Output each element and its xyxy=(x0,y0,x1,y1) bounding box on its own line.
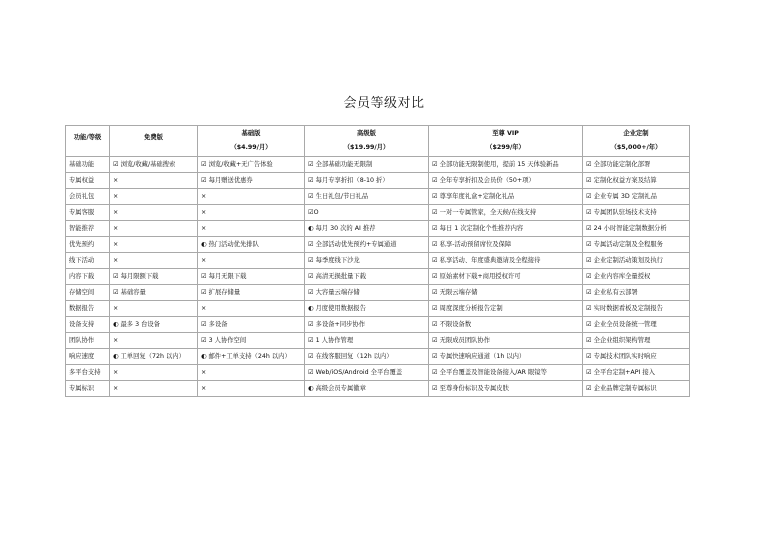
table-cell: ☑ 专属团队驻场技术支持 xyxy=(583,205,690,221)
table-row xyxy=(66,365,690,381)
feature-label-cell: 专属权益 xyxy=(66,173,110,189)
table-cell: × xyxy=(110,365,198,381)
table-cell: × xyxy=(198,205,305,221)
table-row xyxy=(66,301,690,317)
table-cell: ☑ 企业全员设备统一管理 xyxy=(583,317,690,333)
table-row xyxy=(66,189,690,205)
feature-label-cell: 会员礼包 xyxy=(66,189,110,205)
column-header-name: 企业定制 xyxy=(623,130,649,138)
feature-label-cell: 内容下载 xyxy=(66,269,110,285)
table-cell: × xyxy=(198,221,305,237)
table-cell: ☑ 每月限额下载 xyxy=(110,269,198,285)
membership-comparison-table xyxy=(65,125,690,397)
table-cell: ◐ 月度使用数据报告 xyxy=(305,301,429,317)
document-title: 会员等级对比 xyxy=(343,96,425,111)
table-cell: × xyxy=(110,381,198,397)
header-row xyxy=(66,126,690,157)
table-row xyxy=(66,237,690,253)
feature-label-cell: 基础功能 xyxy=(66,157,110,173)
column-header xyxy=(66,126,110,157)
table-cell: ☑ 全平台定制+API 接入 xyxy=(583,365,690,381)
feature-label-cell: 存储空间 xyxy=(66,285,110,301)
table-cell: × xyxy=(110,301,198,317)
table-cell: × xyxy=(198,301,305,317)
table-cell: ☑ 一对一专属管家，全天候/在线支持 xyxy=(429,205,583,221)
table-cell: ☑ 全部活动优先预约+专属通道 xyxy=(305,237,429,253)
table-cell: ☑O xyxy=(305,205,429,221)
table-row xyxy=(66,285,690,301)
table-cell: ☑ 全平台覆盖及智能设备接入/AR 眼镜等 xyxy=(429,365,583,381)
table-cell: ☑ 至尊身份标识及专属皮肤 xyxy=(429,381,583,397)
table-cell: ☑ 企业品牌定制专属标识 xyxy=(583,381,690,397)
table-cell: ☑ 高清无损批量下载 xyxy=(305,269,429,285)
table-cell: ☑ 大容量云端存储 xyxy=(305,285,429,301)
table-cell: ☑ 每日 1 次定制化个性推荐内容 xyxy=(429,221,583,237)
feature-label-cell: 线下活动 xyxy=(66,253,110,269)
table-cell: ☑ 浏览/收藏/基础搜索 xyxy=(110,157,198,173)
table-cell: × xyxy=(110,189,198,205)
table-cell: ☑ 3 人协作空间 xyxy=(198,333,305,349)
table-cell: ☑ 企业定制活动策划及执行 xyxy=(583,253,690,269)
feature-label-cell: 专属客服 xyxy=(66,205,110,221)
table-cell: × xyxy=(110,237,198,253)
table-row xyxy=(66,173,690,189)
table-cell: ☑ 每季度线下沙龙 xyxy=(305,253,429,269)
feature-label-cell: 专属标识 xyxy=(66,381,110,397)
table-cell: ☑ 全企业组织架构管理 xyxy=(583,333,690,349)
table-row xyxy=(66,333,690,349)
table-cell: ◐ 工单回复（72h 以内） xyxy=(110,349,198,365)
table-cell: ☑ 定制化权益方案及结算 xyxy=(583,173,690,189)
table-cell: ☑ 全部基础功能无限制 xyxy=(305,157,429,173)
table-cell: ☑ 每月赠送优惠券 xyxy=(198,173,305,189)
column-header-price: （$299/年） xyxy=(486,144,525,151)
table-cell: ☑ 尊享年度礼盒+定制化礼品 xyxy=(429,189,583,205)
column-header-price: （$19.99/月） xyxy=(343,144,390,151)
table-cell: × xyxy=(110,205,198,221)
table-cell: ☑ 多设备 xyxy=(198,317,305,333)
feature-label-cell: 数据报告 xyxy=(66,301,110,317)
table-cell: × xyxy=(198,189,305,205)
column-header xyxy=(110,126,198,157)
table-cell: ☑ 全部功能无限制使用，提前 15 天体验新品 xyxy=(429,157,583,173)
table-header xyxy=(66,126,690,157)
table-row xyxy=(66,317,690,333)
column-header-price: （$5,000+/年） xyxy=(610,144,662,151)
table-row xyxy=(66,221,690,237)
column-header xyxy=(583,126,690,157)
table-cell: ◐ 热门活动优先排队 xyxy=(198,237,305,253)
table-row xyxy=(66,253,690,269)
table-cell: ☑ 实时数据看板及定制报告 xyxy=(583,301,690,317)
table-cell: ☑ 专属快速响应通道（1h 以内） xyxy=(429,349,583,365)
table-row xyxy=(66,205,690,221)
table-cell: ☑ 无限云端存储 xyxy=(429,285,583,301)
table-cell: ☑ 周度深度分析报告定制 xyxy=(429,301,583,317)
table-cell: ☑ 专属活动定制及全程服务 xyxy=(583,237,690,253)
table-cell: × xyxy=(110,221,198,237)
table-cell: ☑ 全年专享折扣及会员价（50+项） xyxy=(429,173,583,189)
column-header xyxy=(305,126,429,157)
table-cell: ☑ 专属技术团队实时响应 xyxy=(583,349,690,365)
table-cell: ☑ 浏览/收藏+无广告体验 xyxy=(198,157,305,173)
table-cell: × xyxy=(110,333,198,349)
table-cell: × xyxy=(198,381,305,397)
table-cell: ☑ 原始素材下载+商用授权许可 xyxy=(429,269,583,285)
table-cell: ☑ 私享活动、年度盛典邀请及全程接待 xyxy=(429,253,583,269)
table-cell: ☑ 不限设备数 xyxy=(429,317,583,333)
table-row xyxy=(66,381,690,397)
column-header-price: （$4.99/月） xyxy=(230,144,272,151)
table-cell: ☑ 多设备+同步协作 xyxy=(305,317,429,333)
table-cell: × xyxy=(110,253,198,269)
table-cell: ☑ 在线客服回复（12h 以内） xyxy=(305,349,429,365)
table-cell: ☑ 企业专属 3D 定制礼品 xyxy=(583,189,690,205)
table-cell: ◐ 最多 3 台设备 xyxy=(110,317,198,333)
table-row xyxy=(66,269,690,285)
column-header-name: 至尊 VIP xyxy=(492,130,519,138)
table-cell: ☑ 私享-活动预留席位及保障 xyxy=(429,237,583,253)
feature-label-cell: 设备支持 xyxy=(66,317,110,333)
table-cell: ◐ 高级会员专属徽章 xyxy=(305,381,429,397)
table-cell: ☑ 1 人协作管理 xyxy=(305,333,429,349)
table-cell: ☑ 24 小时智能定制数据分析 xyxy=(583,221,690,237)
column-header-name: 功能/等级 xyxy=(73,134,102,142)
table-body xyxy=(66,157,690,397)
table-cell: ◐ 邮件+工单支持（24h 以内） xyxy=(198,349,305,365)
column-header xyxy=(429,126,583,157)
table-cell: ☑ 生日礼包/节日礼品 xyxy=(305,189,429,205)
column-header-name: 高级版 xyxy=(357,130,376,138)
feature-label-cell: 智能推荐 xyxy=(66,221,110,237)
table-row xyxy=(66,349,690,365)
feature-label-cell: 团队协作 xyxy=(66,333,110,349)
table-cell: ☑ 企业私有云部署 xyxy=(583,285,690,301)
table-cell: ☑ 企业内容库全量授权 xyxy=(583,269,690,285)
table-cell: ☑ 每月无限下载 xyxy=(198,269,305,285)
column-header-name: 基础版 xyxy=(241,130,261,138)
feature-label-cell: 多平台支持 xyxy=(66,365,110,381)
table-cell: ☑ 基础容量 xyxy=(110,285,198,301)
table-cell: ☑ 全部功能定制化部署 xyxy=(583,157,690,173)
column-header xyxy=(198,126,305,157)
column-header-name: 免费版 xyxy=(144,134,163,142)
table-cell: ☑ 每月专享折扣（8-10 折） xyxy=(305,173,429,189)
table-cell: × xyxy=(110,173,198,189)
feature-label-cell: 响应速度 xyxy=(66,349,110,365)
table-cell: ☑ 无限成员团队协作 xyxy=(429,333,583,349)
table-cell: ◐ 每月 30 次的 AI 推荐 xyxy=(305,221,429,237)
table-cell: × xyxy=(198,253,305,269)
table-row xyxy=(66,157,690,173)
table-cell: × xyxy=(198,365,305,381)
feature-label-cell: 优先预约 xyxy=(66,237,110,253)
table-cell: ☑ Web/iOS/Android 全平台覆盖 xyxy=(305,365,429,381)
table-cell: ☑ 扩展存储量 xyxy=(198,285,305,301)
